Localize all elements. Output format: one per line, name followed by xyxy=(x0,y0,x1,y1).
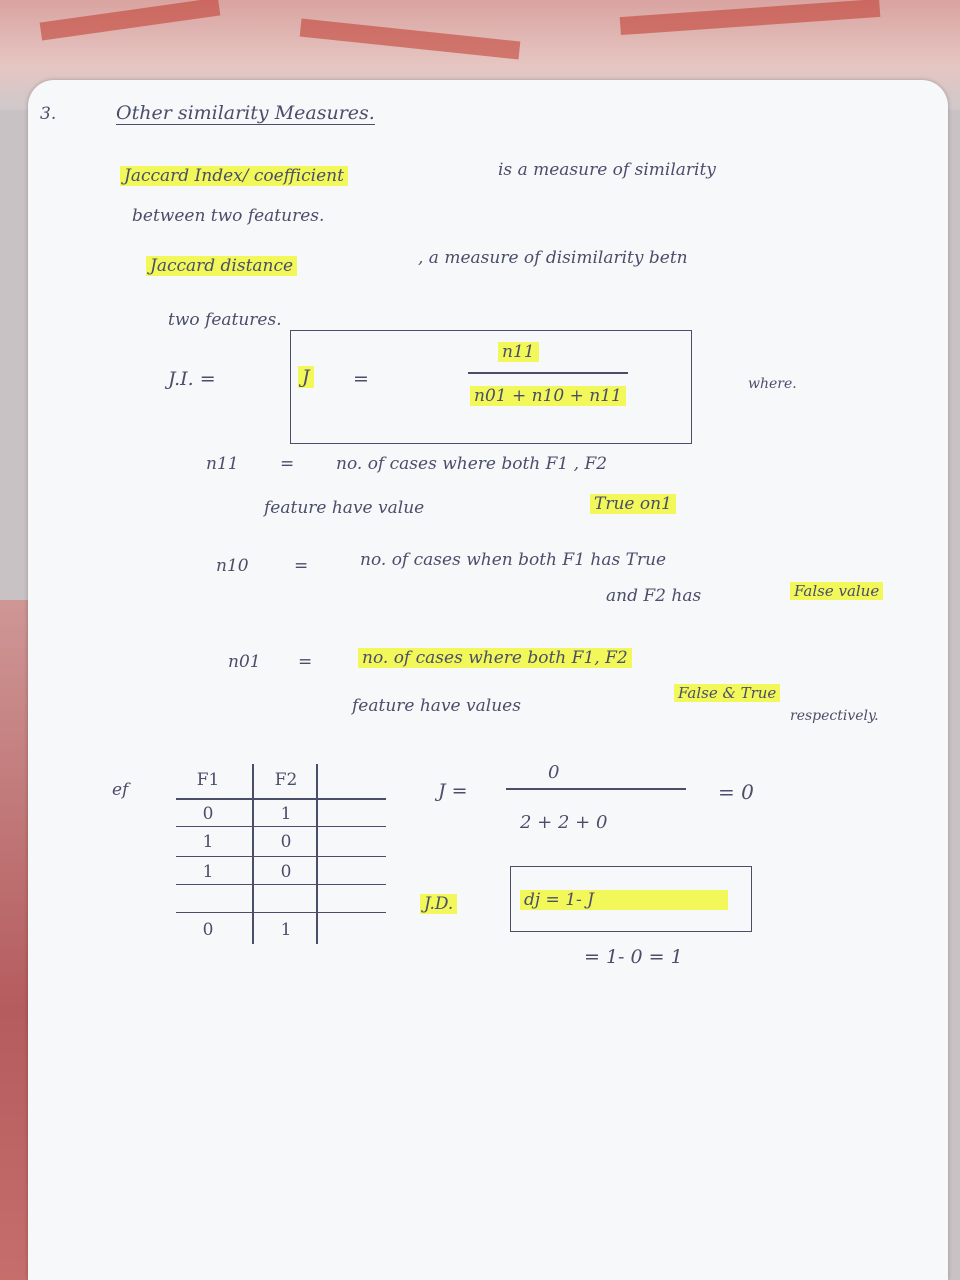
table-row-rule xyxy=(176,826,386,827)
jaccard-distance-term: Jaccard distance xyxy=(146,256,297,276)
dist-line1-rest: , a measure of disimilarity betn xyxy=(418,248,688,268)
def-symbol-n10: n10 xyxy=(216,556,249,576)
def-n01-line3: respectively. xyxy=(790,708,879,724)
table-cell: 1 xyxy=(202,862,214,882)
def-n01-line2: feature have values xyxy=(352,696,521,716)
jd-label: J.D. xyxy=(420,894,457,914)
table-cell: 0 xyxy=(202,920,214,940)
formula-numerator: n11 xyxy=(498,342,539,362)
def-n01-highlight: False & True xyxy=(674,684,780,702)
def-n01-line1: no. of cases where both F1, F2 xyxy=(358,648,632,668)
formula-equals: = xyxy=(353,368,369,390)
table-header-rule xyxy=(176,798,386,800)
table-cell: 0 xyxy=(202,804,214,824)
def-n11-highlight: True on1 xyxy=(590,494,676,514)
example-j-lhs: J = xyxy=(438,780,468,802)
table-header-f2: F2 xyxy=(274,770,298,790)
table-cell: 1 xyxy=(280,804,292,824)
def-n10-highlight: False value xyxy=(790,582,883,600)
formula-fraction-line xyxy=(468,372,628,374)
formula-denominator: n01 + n10 + n11 xyxy=(470,386,626,406)
formula-where: where. xyxy=(748,376,797,392)
table-row-rule xyxy=(176,884,386,885)
table-cell: 1 xyxy=(280,920,292,940)
table-divider-2 xyxy=(316,764,318,944)
def-symbol-n11: n11 xyxy=(206,454,239,474)
def-n11-line2: feature have value xyxy=(264,498,425,518)
table-cell: 0 xyxy=(280,832,292,852)
example-j-numerator: 0 xyxy=(548,762,560,783)
intro-line2: between two features. xyxy=(132,206,325,226)
dist-line2: two features. xyxy=(168,310,282,330)
def-symbol-n01: n01 xyxy=(228,652,261,672)
table-header-f1: F1 xyxy=(196,770,220,790)
def-eq-n01: = xyxy=(298,652,313,672)
def-n10-line1: no. of cases when both F1 has True xyxy=(360,550,667,570)
table-row-rule xyxy=(176,856,386,857)
def-eq-n11: = xyxy=(280,454,295,474)
item-number: 3. xyxy=(40,104,57,124)
def-n10-line2: and F2 has xyxy=(606,586,702,606)
jd-formula: dj = 1- J xyxy=(520,890,728,910)
example-label: ef xyxy=(112,780,129,800)
def-n11-line1: no. of cases where both F1 , F2 xyxy=(336,454,608,474)
formula-j-symbol: J xyxy=(298,366,314,388)
table-cell: 0 xyxy=(280,862,292,882)
table-divider-1 xyxy=(252,764,254,944)
table-row-rule xyxy=(176,912,386,913)
def-eq-n10: = xyxy=(294,556,309,576)
formula-lhs: J.I. = xyxy=(168,368,216,390)
page-title: Other similarity Measures. xyxy=(116,102,375,124)
jd-result: = 1- 0 = 1 xyxy=(584,946,683,968)
example-j-result: = 0 xyxy=(718,780,754,804)
intro-line1-rest: is a measure of similarity xyxy=(498,160,716,180)
jaccard-index-term: Jaccard Index/ coefficient xyxy=(120,166,348,186)
example-j-denominator: 2 + 2 + 0 xyxy=(520,812,608,833)
example-fraction-line xyxy=(506,788,686,790)
notebook-page xyxy=(28,80,948,1280)
table-cell: 1 xyxy=(202,832,214,852)
